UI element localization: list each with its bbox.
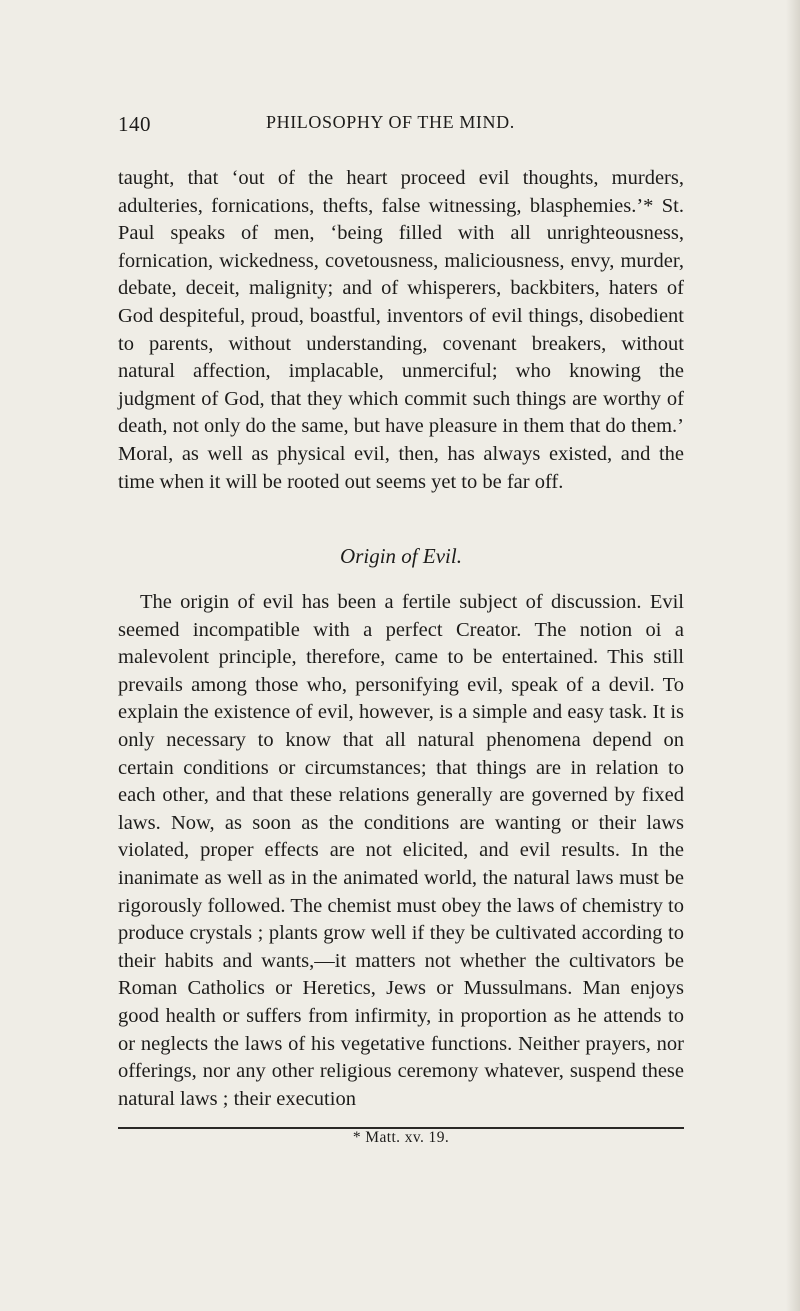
running-head: PHILOSOPHY OF THE MIND. bbox=[266, 112, 515, 132]
body-paragraph-2: The origin of evil has been a fertile subject of discussion. Evil seemed incompatible with a perfect Creator. The notion oi a malevolent principle, therefore, came to be entertained. This still prevails among those who, personifying evil, speak of a devil. To explain the existence of evil, however, is a simple and easy task. It is only necessary to know that all natural phenomena depend on certain conditions or circumstances; that things are in relation to each other, and that these relations generally are governed by fixed laws. Now, as soon as the conditions are wanting or their laws violated, proper effects are not elicited, and evil results. In the inanimate as well as in the animated world, the natural laws must be rigorously followed. The chemist must obey the laws of chemistry to produce crystals ; plants grow well if they be cultivated according to their habits and wants,—it matters not whether the cultivators be Roman Catholics or Heretics, Jews or Mussulmans. Man enjoys good health or suffers from infirmity, in proportion as he attends to or neglects the laws of his vegetative functions. Neither prayers, nor offerings, nor any other religious ceremony whatever, suspend these natural laws ; their execution bbox=[118, 591, 684, 1110]
body-paragraph-1: taught, that ‘out of the heart proceed evil thoughts, murders, adulteries, fornications, thefts, false witnessing, blasphemies.’* St. Paul speaks of men, ‘being filled with all unrighteousness, fornication, wickedness, covetousness, maliciousness, envy, murder, debate, deceit, malignity; and of whisperers, backbiters, haters of God despiteful, proud, boastful, inventors of evil things, disobedient to parents, without understanding, covenant breakers, without natural affection, implacable, unmerciful; who knowing the judgment of God, that they which commit such things are worthy of death, not only do the same, but have pleasure in them that do them.’ Moral, as well as physical evil, then, has always existed, and the time when it will be rooted out seems yet to be far off. bbox=[118, 167, 684, 493]
page-edge-shadow bbox=[786, 0, 800, 1311]
section-heading: Origin of Evil. bbox=[340, 544, 462, 568]
footnote: * Matt. xv. 19. bbox=[352, 1129, 450, 1146]
page-header bbox=[118, 112, 682, 140]
page-number: 140 bbox=[118, 112, 151, 136]
